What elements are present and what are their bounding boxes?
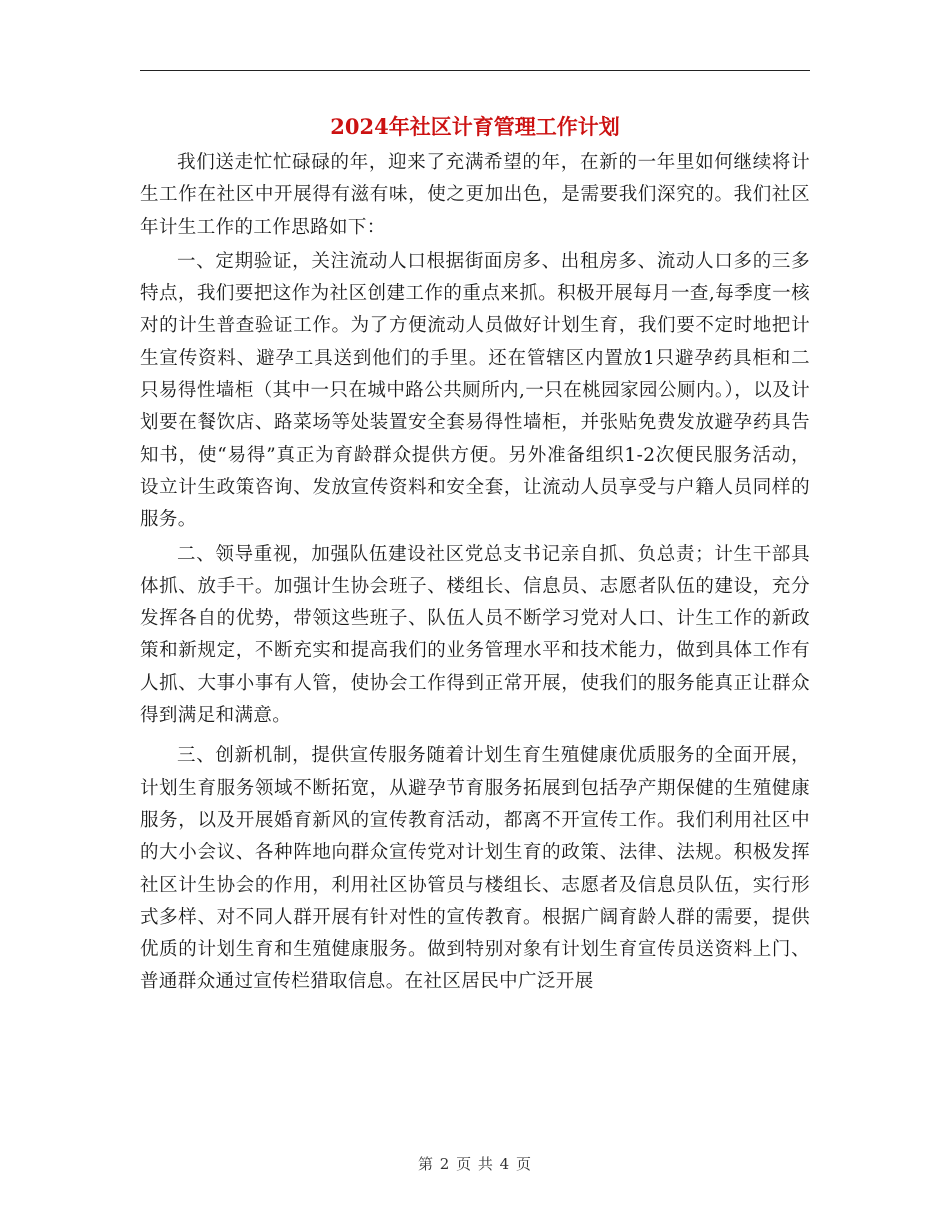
paragraph-intro: 我们送走忙忙碌碌的年，迎来了充满希望的年，在新的一年里如何继续将计生工作在社区中开展得有滋有味，使之更加出色，是需要我们深究的。我们社区年计生工作的工作思路如下： [140, 152, 810, 238]
paragraph-section-3: 三、创新机制，提供宣传服务随着计划生育生殖健康优质服务的全面开展，计划生育服务领域不断拓宽，从避孕节育服务拓展到包括孕产期保健的生殖健康服务，以及开展婚育新风的宣传教育活动，都离不开宣传工作。我们利用社区中的大小会议、各种阵地向群众宣传党对计划生育的政策、法律、法规。积极发挥社区计生协会的作用，利用社区协管员与楼组长、志愿者及信息员队伍，实行形式多样、对不同人群开展有针对性的宣传教育。根据广阔育龄人群的需要，提供优质的计划生育和生殖健康服务。做到特别对象有计划生育宣传员送资料上门、普通群众通过宣传栏猎取信息。在社区居民中广泛开展 [140, 745, 810, 993]
paragraph-section-1: 一、定期验证，关注流动人口根据街面房多、出租房多、流动人口多的三多特点，我们要把这作为社区创建工作的重点来抓。积极开展每月一查,每季度一核对的计生普查验证工作。为了方便流动人员做好计划生育，我们要不定时地把计生宣传资料、避孕工具送到他们的手里。还在管辖区内置放1只避孕药具柜和二只易得性墙柜（其中一只在城中路公共厕所内,一只在桃园家园公厕内。），以及计划要在餐饮店、路菜场等处装置安全套易得性墙柜，并张贴免费发放避孕药具告知书，使“易得”真正为育龄群众提供方便。另外准备组织1-2次便民服务活动，设立计生政策咨询、发放宣传资料和安全套，让流动人员享受与户籍人员同样的服务。 [140, 250, 810, 531]
page-number: 第 2 页 共 4 页 [418, 1155, 532, 1173]
document-title: 2024年社区计育管理工作计划 [330, 114, 620, 139]
header-rule [140, 70, 810, 71]
document-body [140, 147, 810, 999]
paragraph-section-2: 二、领导重视，加强队伍建设社区党总支书记亲自抓、负总责；计生干部具体抓、放手干。加强计生协会班子、楼组长、信息员、志愿者队伍的建设，充分发挥各自的优势，带领这些班子、队伍人员不断学习党对人口、计生工作的新政策和新规定，不断充实和提高我们的业务管理水平和技术能力，做到具体工作有人抓、大事小事有人管，使协会工作得到正常开展，使我们的服务能真正让群众得到满足和满意。 [140, 543, 810, 727]
